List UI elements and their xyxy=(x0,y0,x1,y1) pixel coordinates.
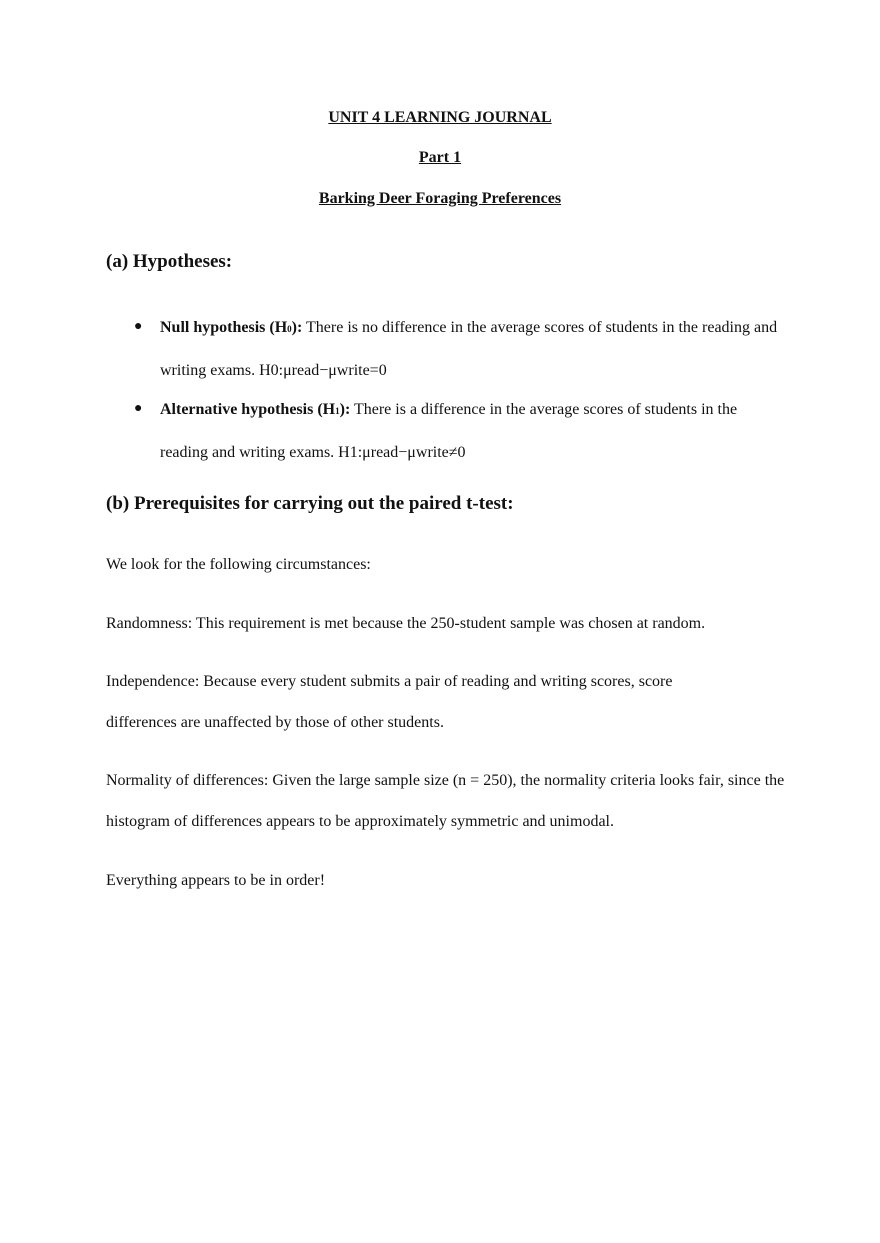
part-label: Part 1 xyxy=(418,149,462,166)
document-subtitle: Barking Deer Foraging Preferences xyxy=(318,190,562,207)
conclusion-paragraph: Everything appears to be in order! xyxy=(106,872,326,889)
document-title: UNIT 4 LEARNING JOURNAL xyxy=(328,109,552,126)
section-b-heading: (b) Prerequisites for carrying out the paired t-test: xyxy=(106,493,514,514)
null-hypothesis-label: Null hypothesis (H0): xyxy=(160,319,303,336)
intro-paragraph: We look for the following circumstances: xyxy=(106,556,371,573)
alternative-hypothesis-label: Alternative hypothesis (H1): xyxy=(160,401,351,418)
randomness-paragraph: Randomness: This requirement is met because the 250-student sample was chosen at random. xyxy=(106,615,706,632)
normality-paragraph: Normality of differences: Given the large sample size (n = 250), the normality criteria looks fair, since the histogram of differences appears to be approximately symmetric and unimodal. xyxy=(106,772,785,830)
section-a-heading: (a) Hypotheses: xyxy=(106,251,233,272)
bullet-icon: ● xyxy=(134,401,143,416)
bullet-icon: ● xyxy=(134,319,143,334)
null-hypothesis-text: Null hypothesis (H0): There is no difference in the average scores of students in the reading and writing exams. H0:μread−μwrite=0 xyxy=(160,319,778,379)
independence-paragraph: Independence: Because every student submits a pair of reading and writing scores, score differences are unaffected by those of other students. xyxy=(106,673,673,731)
alternative-hypothesis-text: Alternative hypothesis (H1): There is a difference in the average scores of students in the reading and writing exams. H1:μread−μwrite≠0 xyxy=(160,401,738,461)
